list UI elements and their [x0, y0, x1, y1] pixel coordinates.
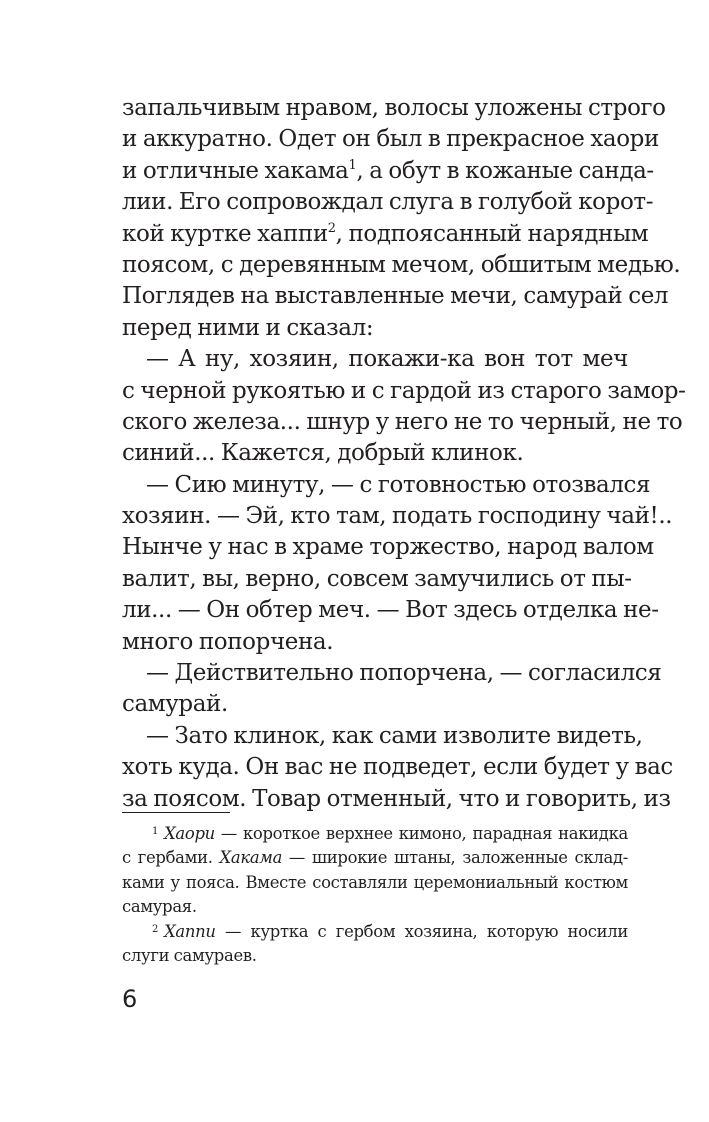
footnote-ref-2[interactable]: 2 — [327, 220, 336, 236]
footnote-ref-1[interactable]: 1 — [348, 157, 357, 173]
text-line: поясом, с деревянным мечом, обшитым медью. — [122, 251, 681, 278]
footnote-line: ками у пояса. Вместе составляли церемониальный костюм — [122, 872, 628, 892]
footnotes — [122, 822, 628, 968]
footnote-line: слуги самураев. — [122, 945, 257, 965]
footnote-number: 2 — [152, 923, 159, 935]
text-line: хоть куда. Он вас не подведет, если будет у вас — [122, 754, 673, 781]
text-line: валит, вы, верно, совсем замучились от пы- — [122, 565, 632, 592]
text-line: синий... Кажется, добрый клинок. — [122, 440, 524, 467]
footnote-line: $^2$ Хаппи — куртка с гербом хозяина, которую носили — [152, 921, 628, 941]
text-line: Поглядев на выставленные мечи, самурай сел — [122, 283, 669, 310]
text-line: перед ними и сказал: — [122, 314, 374, 341]
footnote-term: Хакама — [219, 848, 283, 868]
text-line: кой куртке хаппи$^2$, подпоясанный нарядным — [122, 220, 649, 247]
text-line: и отличные хакама$^1$, а обут в кожаные санда- — [122, 157, 654, 184]
text-line: — А ну, хозяин, покажи-ка вон тот меч — [146, 346, 628, 373]
footnote-line: с гербами. Хакама — широкие штаны, заложенные склад- — [122, 848, 628, 868]
footnote-divider — [122, 812, 230, 813]
footnote-term: Хаппи — [164, 921, 216, 941]
text-line: Нынче у нас в храме торжество, народ валом — [122, 534, 654, 561]
text-line: — Действительно попорчена, — согласился — [146, 660, 662, 687]
footnote-number: 1 — [152, 826, 159, 837]
text-line: — Сию минуту, — с готовностью отозвался — [146, 471, 651, 498]
text-line: самурай. — [122, 691, 228, 718]
text-line: лии. Его сопровождал слуга в голубой корот- — [122, 189, 654, 216]
text-line: ли... — Он обтер меч. — Вот здесь отделка не- — [122, 597, 659, 624]
main-text — [122, 93, 686, 815]
text-line: за поясом. Товар отменный, что и говорить, из — [122, 785, 671, 812]
text-line: и аккуратно. Одет он был в прекрасное хаори — [122, 126, 659, 153]
page-number: 6 — [122, 985, 138, 1013]
footnote-term: Хаори — [164, 824, 215, 843]
text-line: — Зато клинок, как сами изволите видеть, — [146, 722, 643, 749]
footnote-line: $^1$ Хаори — короткое верхнее кимоно, парадная накидка — [152, 824, 628, 843]
text-line: ского железа... шнур у него не то черный, не то — [122, 408, 683, 435]
text-line: с черной рукоятью и с гардой из старого замор- — [122, 377, 686, 404]
text-line: много попорчена. — [122, 628, 334, 655]
text-line: хозяин. — Эй, кто там, подать господину чай!.. — [122, 503, 673, 530]
text-line: запальчивым нравом, волосы уложены строго — [122, 95, 666, 121]
footnote-line: самурая. — [122, 897, 197, 917]
